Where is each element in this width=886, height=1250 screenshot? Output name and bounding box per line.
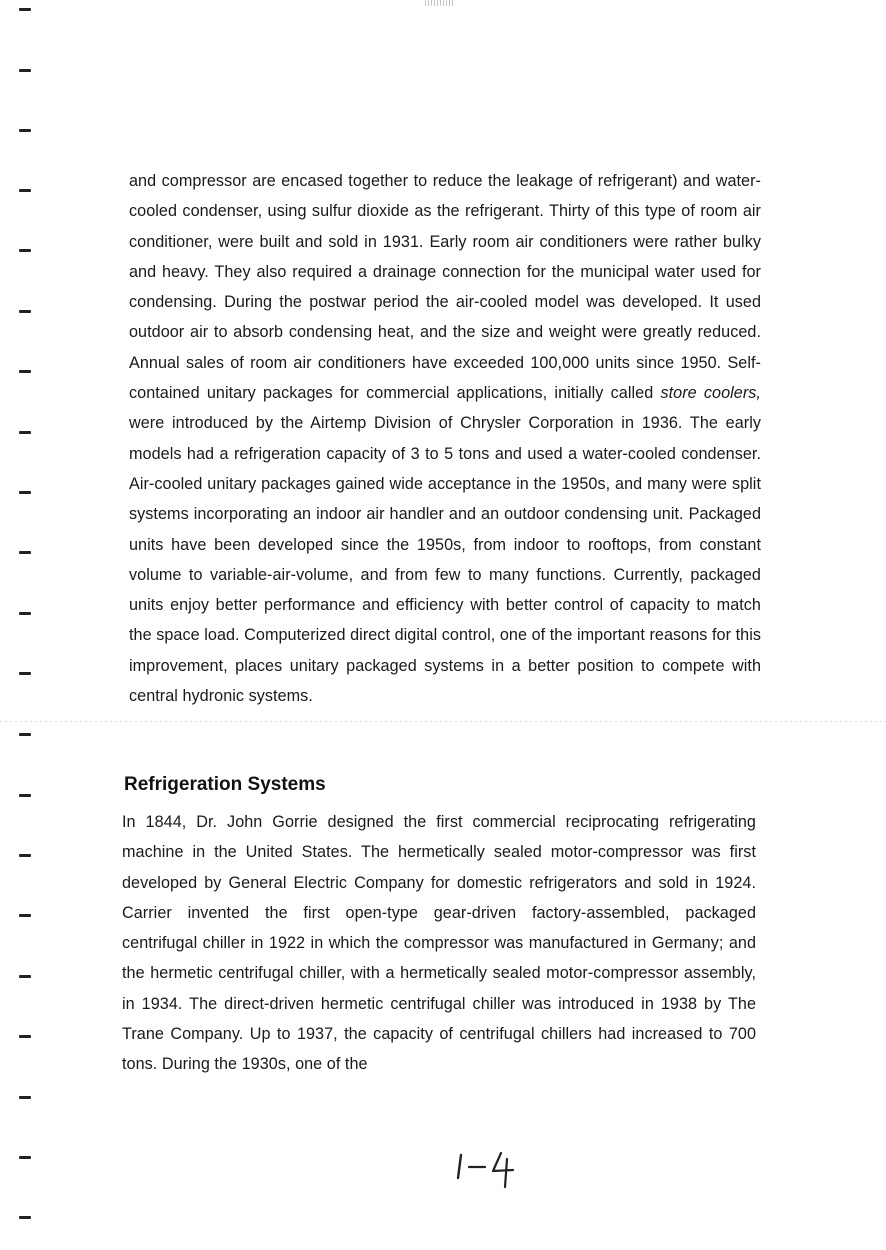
paragraph-1-text-a: and compressor are encased together to reduce the leakage of refrigerant) and water-cooled condenser, using sulfur dioxide as the refrigerant. Thirty of this type of room air conditioner, were built and sold in 1931. Early room air conditioners were rather bulky and heavy. They also required a drainage connection for the municipal water used for condensing. During the postwar period the air-cooled model was developed. It used outdoor air to absorb condensing heat, and the size and weight were greatly reduced. Annual sales of room air conditioners have exceeded 100,000 units since 1950. Self-contained unitary packages for commercial applications, initially called — [129, 172, 761, 403]
margin-tick — [19, 672, 31, 675]
margin-tick — [19, 310, 31, 313]
margin-tick — [19, 129, 31, 132]
margin-tick — [19, 612, 31, 615]
margin-tick — [19, 794, 31, 797]
body-paragraph-1 — [129, 166, 761, 711]
margin-tick — [19, 1156, 31, 1159]
body-paragraph-2: In 1844, Dr. John Gorrie designed the first commercial reciprocating refrigerating machine in the United States. The hermetically sealed motor-compressor was first developed by General Electric Company for domestic refrigerators and sold in 1924. Carrier invented the first open-type gear-driven factory-assembled, packaged centrifugal chiller in 1922 in which the compressor was manufactured in Germany; and the hermetic centrifugal chiller, with a hermetically sealed motor-compressor assembly, in 1934. The direct-driven hermetic centrifugal chiller was introduced in 1938 by The Trane Company. Up to 1937, the capacity of centrifugal chillers had increased to 700 tons. During the 1930s, one of the — [122, 813, 756, 1074]
margin-tick — [19, 1216, 31, 1219]
margin-tick — [19, 69, 31, 72]
margin-tick — [19, 189, 31, 192]
paragraph-1-italic-term: store coolers, — [660, 384, 761, 403]
section-heading: Refrigeration Systems — [124, 774, 326, 795]
margin-tick — [19, 491, 31, 494]
margin-tick — [19, 370, 31, 373]
margin-tick — [19, 914, 31, 917]
handwritten-page-number — [455, 1147, 535, 1191]
paragraph-1-text-b: were introduced by the Airtemp Division of Chrysler Corporation in 1936. The early models had a refrigeration capacity of 3 to 5 tons and used a water-cooled condenser. Air-cooled unitary packages gained wide acceptance in the 1950s, and many were split systems incorporating an indoor air handler and an outdoor condensing unit. Packaged units have been developed since the 1950s, from indoor to rooftops, from constant volume to variable-air-volume, and from few to many functions. Currently, packaged units enjoy better performance and efficiency with better control of capacity to match the space load. Computerized direct digital control, one of the important reasons for this improvement, places unitary packaged systems in a better position to compete with central hydronic systems. — [129, 414, 761, 706]
scan-artifact — [425, 0, 455, 6]
margin-tick — [19, 733, 31, 736]
margin-tick — [19, 551, 31, 554]
margin-tick — [19, 854, 31, 857]
binding-margin-marks — [0, 0, 60, 1250]
margin-tick — [19, 1096, 31, 1099]
margin-tick — [19, 8, 31, 11]
scan-artifact-line — [0, 721, 886, 722]
margin-tick — [19, 975, 31, 978]
margin-tick — [19, 1035, 31, 1038]
margin-tick — [19, 249, 31, 252]
margin-tick — [19, 431, 31, 434]
